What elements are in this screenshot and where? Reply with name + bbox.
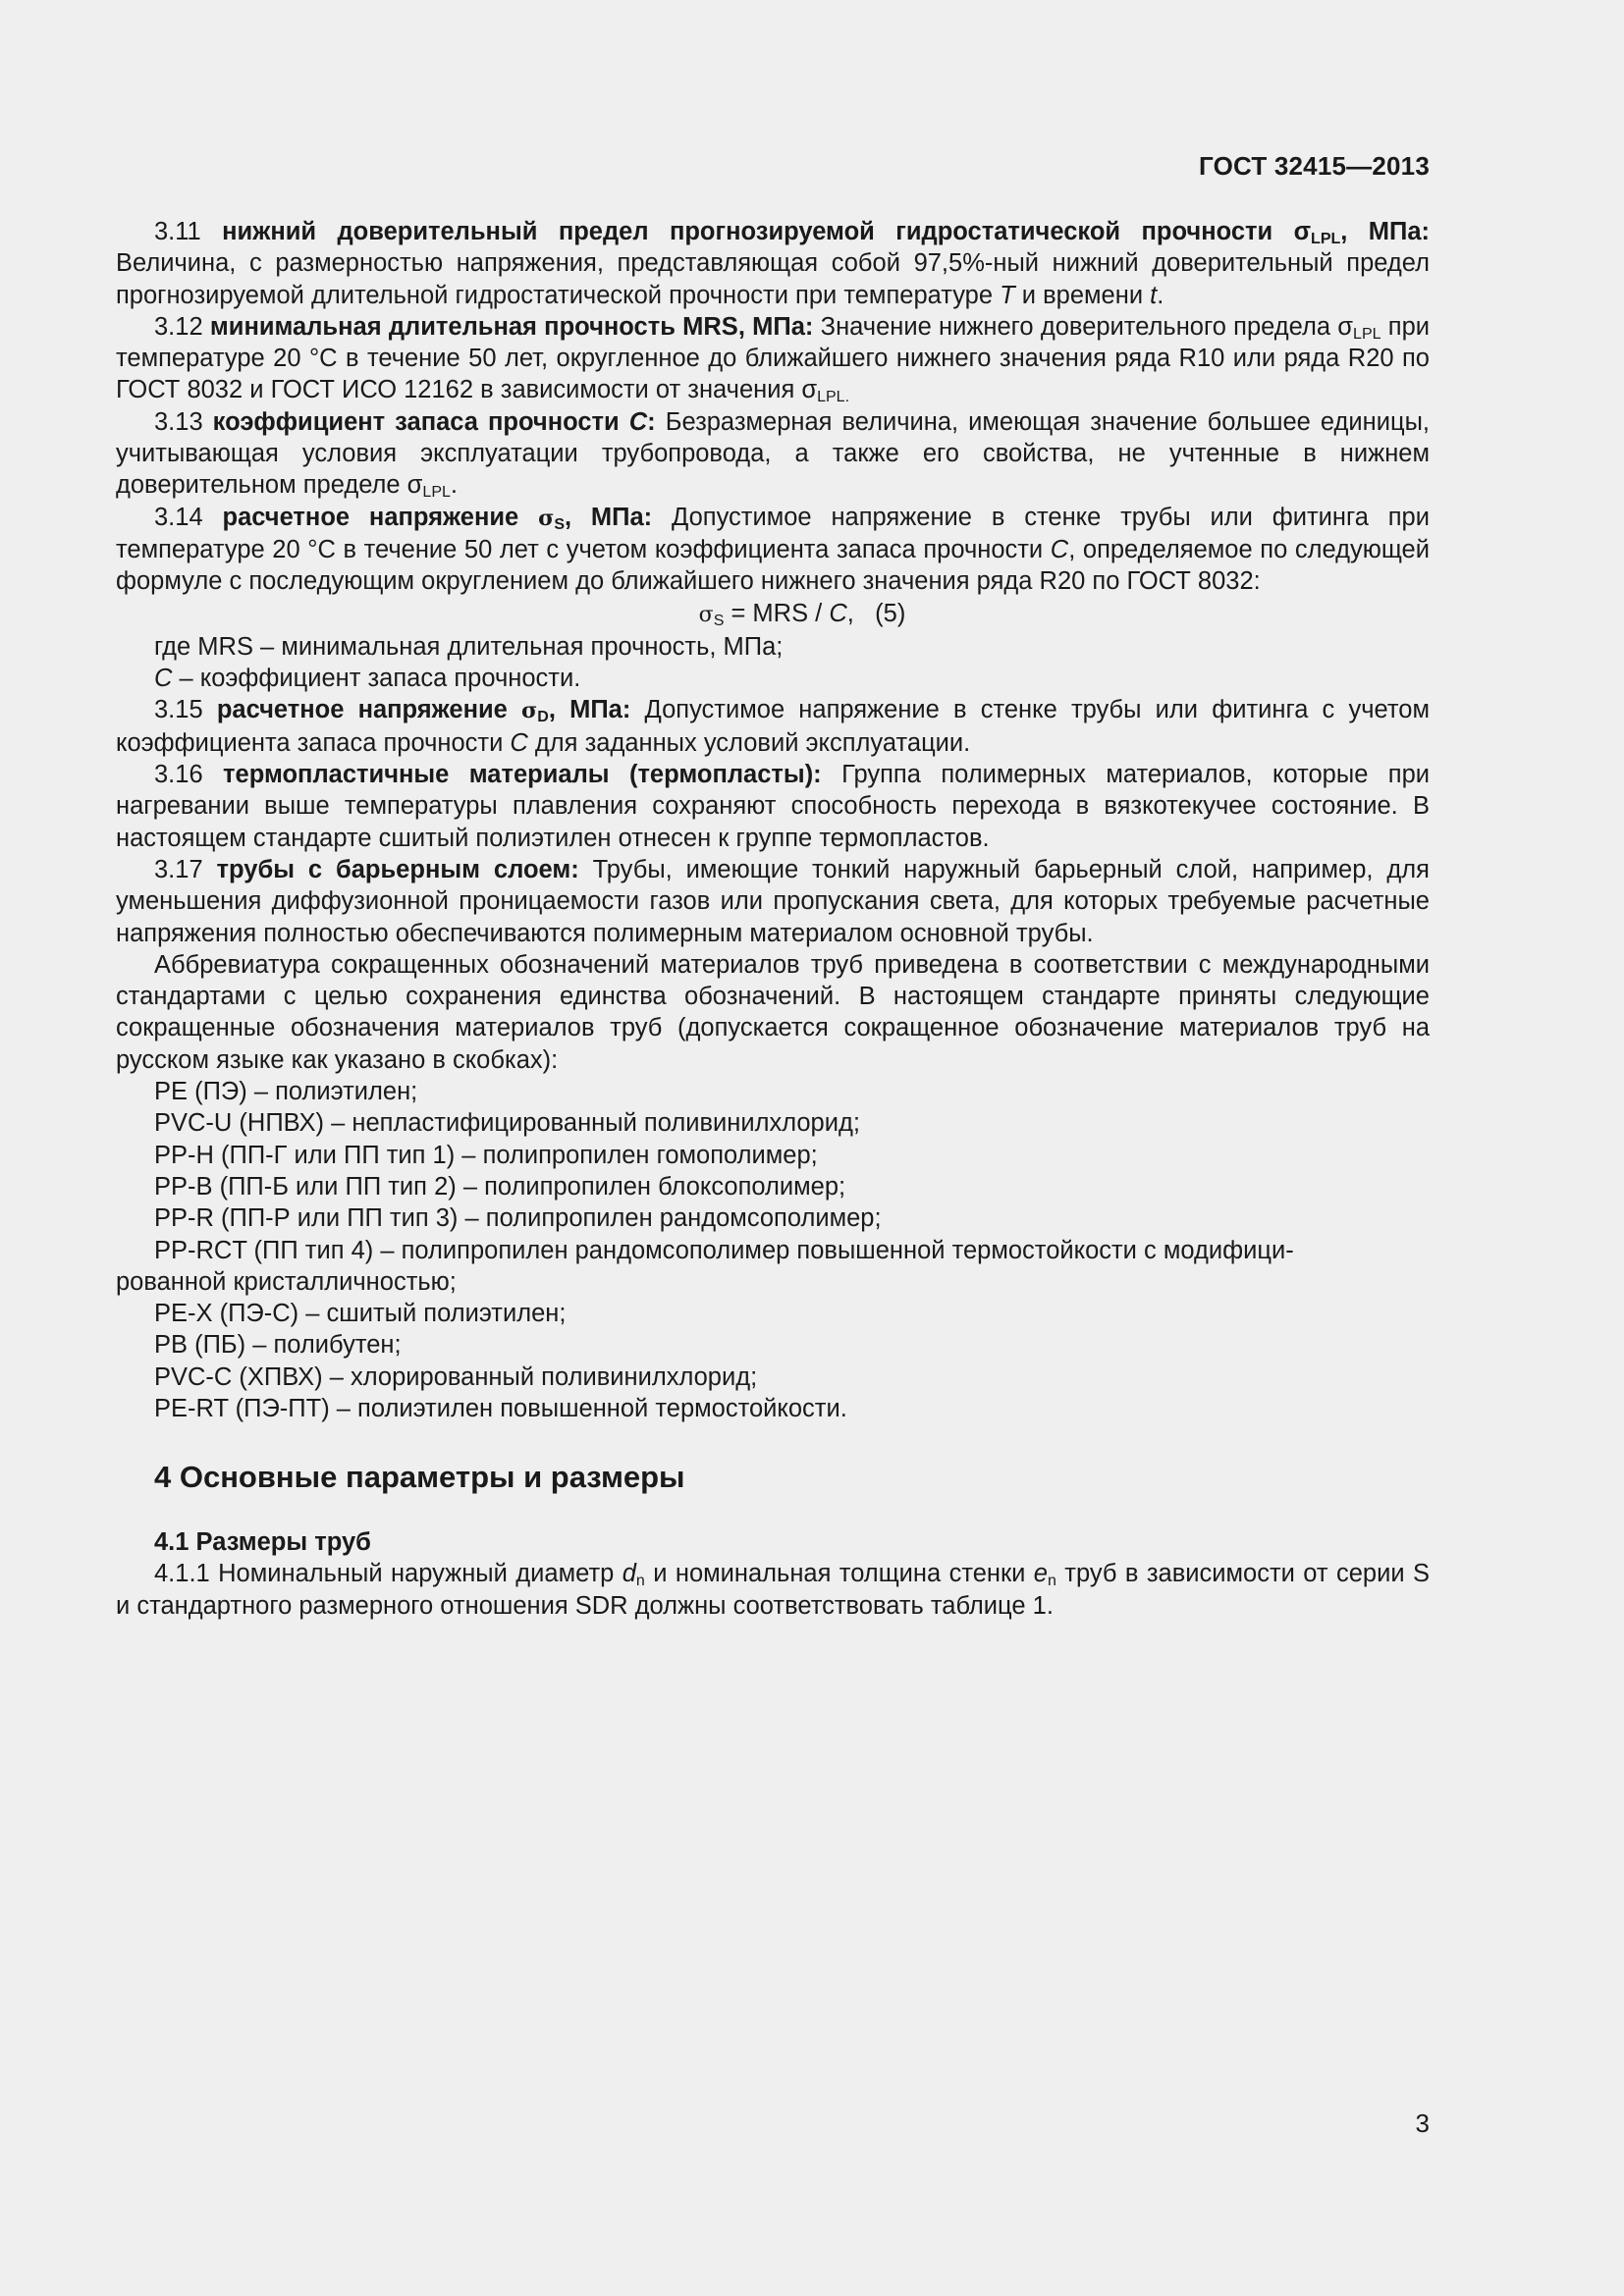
formula-where-c: C – коэффициент запаса прочности. xyxy=(154,665,581,693)
term: минимальная длительная прочность MRS, МПа: xyxy=(209,312,814,341)
material-item: PVC-C (ХПВХ) – хлорированный поливинилхлорид; xyxy=(154,1362,758,1391)
clause-number: 3.12 xyxy=(154,312,210,341)
term: нижний доверительный предел прогнозируемой гидростатической прочности $\sigma_{LPL}$, МПа: xyxy=(222,218,1431,247)
document-number: ГОСТ 32415—2013 xyxy=(1199,151,1430,181)
material-item: PVC-U (НПВХ) – непластифицированный поливинилхлорид; xyxy=(154,1109,860,1138)
term: термопластичные материалы (термопласты): xyxy=(223,761,822,789)
material-item: PP-RCT (ПП тип 4) – полипропилен рандомсополимер повышенной термостойкости с модифици- xyxy=(154,1236,1294,1264)
clause-number: 3.11 xyxy=(154,218,223,245)
material-item: PP-R (ПП-Р или ПП тип 3) – полипропилен рандомсополимер; xyxy=(154,1204,882,1233)
definition: Значение нижнего доверительного предела σ xyxy=(813,312,1354,341)
definition: Допустимое напряжение в стенке трубы или фитинга при температуре 20 °С в течение 50 лет с учетом коэффициента запаса прочности xyxy=(116,503,1430,563)
clause-3-13: 3.13 коэффициент запаса прочности C: Безразмерная величина, имеющая значение большее единицы, учитывающая условия эксплуатации трубопровода, а также его свойства, не учтенные в нижнем доверительном пределе $\sigma_{LPL}$. xyxy=(116,407,1430,502)
material-item-continuation: рованной кристалличностью; xyxy=(116,1267,457,1296)
clause-3-11: 3.11 нижний доверительный предел прогнозируемой гидростатической прочности $\sigma_{LPL}$, МПа: Величина, с размерностью напряжения, представляющая собой 97,5%-ный нижний доверительный предел прогнозируемой длительной гидростатической прочности при температуре T и времени t. xyxy=(116,218,1431,309)
clause-number: 3.17 xyxy=(154,855,217,883)
clause-3-12: 3.12 минимальная длительная прочность MRS, МПа: Значение нижнего доверительного предела $\sigma_{LPL}$ при температуре 20 °С в течение 50 лет, округленное до ближайшего нижнего значения ряда R10 или ряда R20 по ГОСТ 8032 и ГОСТ ИСО 12162 в зависимости от значения $\sigma_{LPL.}$ xyxy=(116,312,1431,406)
clause-3-15: 3.15 расчетное напряжение $\sigma_D$, МПа: Допустимое напряжение в стенке трубы или фитинга с учетом коэффициента запаса прочности C для заданных условий эксплуатации. xyxy=(116,696,1430,757)
clause-3-16 xyxy=(116,759,1430,854)
formula-5: $\sigma_S$ = MRS / C, (5) xyxy=(698,599,906,629)
material-item: PE (ПЭ) – полиэтилен; xyxy=(154,1078,418,1106)
material-item: PE-X (ПЭ-С) – сшитый полиэтилен; xyxy=(154,1300,567,1328)
material-item: PP-B (ПП-Б или ПП тип 2) – полипропилен блоксополимер; xyxy=(154,1172,846,1201)
abbreviation-intro: Аббревиатура сокращенных обозначений материалов труб приведена в соответствии с международными стандартами с целью сохранения единства обозначений. В настоящем стандарте приняты следующие сокращенные обозначения материалов труб (допускается сокращенное обозначение материалов труб на русском языке как указано в скобках): xyxy=(116,950,1430,1074)
formula-where-mrs: где MRS – минимальная длительная прочность, МПа; xyxy=(154,632,784,661)
definition: Величина, с размерностью напряжения, представляющая собой 97,5%-ный нижний доверительный предел прогнозируемой длительной гидростатической прочности при температуре xyxy=(116,249,1430,309)
page-body xyxy=(116,216,1430,1622)
clause-3-17 xyxy=(116,854,1430,949)
clause-4-1-1: 4.1.1 Номинальный наружный диаметр $d_n$ и номинальная толщина стенки $e_n$ труб в зависимости от серии S и стандартного размерного отношения SDR должны соответствовать таблице 1. xyxy=(116,1560,1431,1620)
material-item: PE-RT (ПЭ-ПТ) – полиэтилен повышенной термостойкости. xyxy=(154,1394,847,1422)
material-item: PB (ПБ) – полибутен; xyxy=(154,1331,402,1360)
definition: Допустимое напряжение в стенке трубы или фитинга с учетом коэффициента запаса прочности xyxy=(116,696,1430,757)
definition: Трубы, имеющие тонкий наружный барьерный слой, например, для уменьшения диффузионной проницаемости газов или пропускания света, для которых требуемые расчетные напряжения полностью обеспечиваются полимерным материалом основной трубы. xyxy=(116,855,1430,947)
term: расчетное напряжение $\sigma_S$, МПа: xyxy=(222,503,653,533)
section-4-heading: 4 Основные параметры и размеры xyxy=(154,1460,685,1495)
term: коэффициент запаса прочности C: xyxy=(212,407,656,436)
term: трубы с барьерным слоем: xyxy=(216,855,579,883)
formula-number: (5) xyxy=(875,599,906,627)
page-number: 3 xyxy=(1415,2109,1430,2138)
clause-3-14: 3.14 расчетное напряжение $\sigma_S$, МПа: Допустимое напряжение в стенке трубы или фитинга при температуре 20 °С в течение 50 лет с учетом коэффициента запаса прочности C, определяемое по следующей формуле с последующим округлением до ближайшего нижнего значения ряда R20 по ГОСТ 8032: xyxy=(116,503,1430,596)
definition: Безразмерная величина, имеющая значение большее единицы, учитывающая условия эксплуатации трубопровода, а также его свойства, не учтенные в нижнем доверительном пределе σ xyxy=(116,407,1430,500)
clause-number: 3.14 xyxy=(154,503,223,531)
definition: Группа полимерных материалов, которые при нагревании выше температуры плавления сохраняют способность перехода в вязкотекучее состояние. В настоящем стандарте сшитый полиэтилен отнесен к группе термопластов. xyxy=(116,761,1431,852)
clause-number: 3.16 xyxy=(154,761,224,789)
material-item: PP-H (ПП-Г или ПП тип 1) – полипропилен гомополимер; xyxy=(154,1141,818,1169)
subsection-4-1-heading: 4.1 Размеры труб xyxy=(154,1528,371,1557)
clause-number: 3.15 xyxy=(154,696,217,724)
clause-number: 3.13 xyxy=(154,407,213,436)
term: расчетное напряжение $\sigma_D$, МПа: xyxy=(216,696,631,726)
